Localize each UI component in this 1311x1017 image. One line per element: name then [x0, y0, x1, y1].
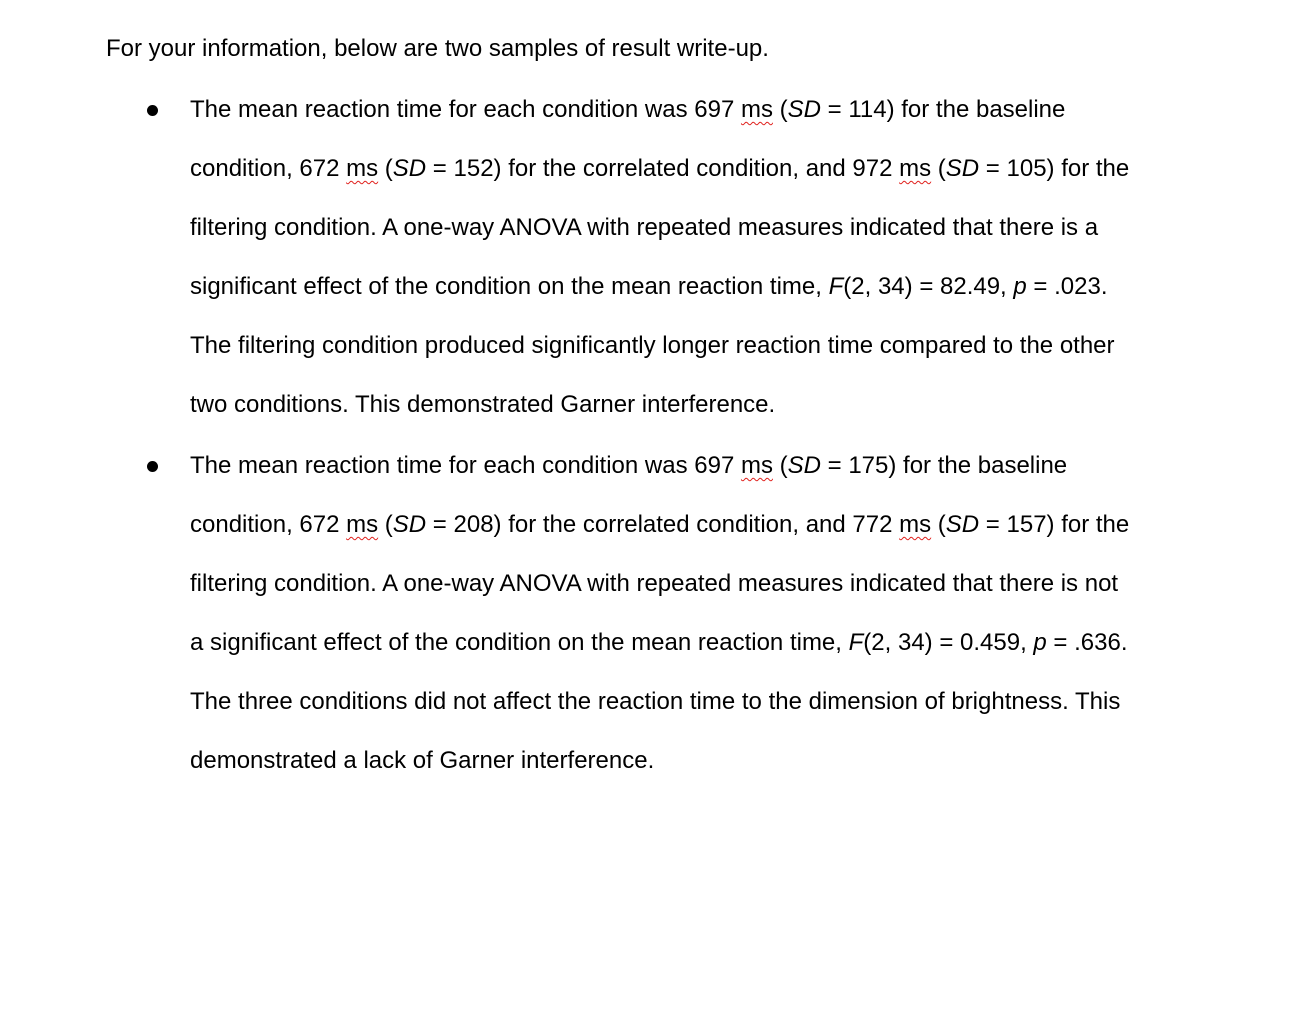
italic-symbol: SD	[945, 511, 980, 538]
text-run: = 157) for the	[979, 511, 1130, 538]
text-run: The mean reaction time for each condition was 697	[190, 96, 741, 123]
text-run: (	[378, 511, 393, 538]
text-run: significant effect of the condition on the mean reaction time,	[190, 273, 829, 300]
text-run: (	[931, 511, 946, 538]
spellcheck-flagged-word: ms	[899, 511, 932, 538]
text-run: (2, 34) = 82.49,	[843, 273, 1014, 300]
spellcheck-flagged-word: ms	[899, 155, 932, 182]
sample-text-line	[190, 509, 1129, 541]
sample-text-line	[190, 153, 1129, 185]
text-run: = 152) for the correlated condition, and 972	[426, 155, 900, 182]
text-run: = 208) for the correlated condition, and 772	[426, 511, 900, 538]
sample-text-line	[190, 94, 1065, 126]
text-run: demonstrated a lack of Garner interference.	[190, 747, 655, 774]
italic-symbol: SD	[787, 452, 821, 479]
italic-symbol: SD	[392, 155, 427, 182]
spellcheck-flagged-word: ms	[346, 155, 379, 182]
sample-text-line	[190, 627, 1128, 659]
text-run: = .023.	[1026, 273, 1108, 300]
italic-symbol: p	[1013, 273, 1027, 300]
text-run: condition, 672	[190, 511, 347, 538]
text-run: = 175) for the baseline	[820, 452, 1068, 479]
text-run: filtering condition. A one-way ANOVA with repeated measures indicated that there is a	[190, 214, 1099, 241]
sample-text-line	[190, 450, 1067, 482]
sample-text-line	[190, 389, 775, 421]
sample-text-line	[190, 568, 1118, 600]
text-run: filtering condition. A one-way ANOVA with repeated measures indicated that there is not	[190, 570, 1119, 597]
text-run: (	[772, 452, 788, 479]
text-run: The filtering condition produced significantly longer reaction time compared to the other	[190, 332, 1115, 359]
bullet-icon	[147, 461, 158, 472]
italic-symbol: SD	[787, 96, 821, 123]
spellcheck-flagged-word: ms	[346, 511, 379, 538]
italic-symbol: F	[828, 273, 844, 300]
sample-text-line	[190, 212, 1098, 244]
bullet-icon	[147, 105, 158, 116]
text-run: condition, 672	[190, 155, 347, 182]
spellcheck-flagged-word: ms	[740, 452, 773, 479]
text-run: (	[772, 96, 788, 123]
sample-text-line	[190, 745, 654, 777]
text-run: The three conditions did not affect the reaction time to the dimension of brightness. This	[190, 688, 1121, 715]
intro-text: For your information, below are two samples of result write-up.	[106, 35, 769, 62]
text-run: = .636.	[1046, 629, 1128, 656]
sample-text-line	[190, 271, 1107, 303]
sample-text-line	[190, 686, 1120, 718]
italic-symbol: SD	[392, 511, 427, 538]
spellcheck-flagged-word: ms	[740, 96, 773, 123]
text-run: = 105) for the	[979, 155, 1130, 182]
text-run: two conditions. This demonstrated Garner interference.	[190, 391, 776, 418]
text-run: (2, 34) = 0.459,	[863, 629, 1034, 656]
text-run: (	[931, 155, 946, 182]
sample-text-line	[190, 330, 1115, 362]
italic-symbol: F	[848, 629, 864, 656]
text-run: = 114) for the baseline	[820, 96, 1066, 123]
text-run: a significant effect of the condition on the mean reaction time,	[190, 629, 849, 656]
text-run: (	[378, 155, 393, 182]
text-run: The mean reaction time for each condition was 697	[190, 452, 741, 479]
italic-symbol: SD	[945, 155, 980, 182]
italic-symbol: p	[1033, 629, 1047, 656]
